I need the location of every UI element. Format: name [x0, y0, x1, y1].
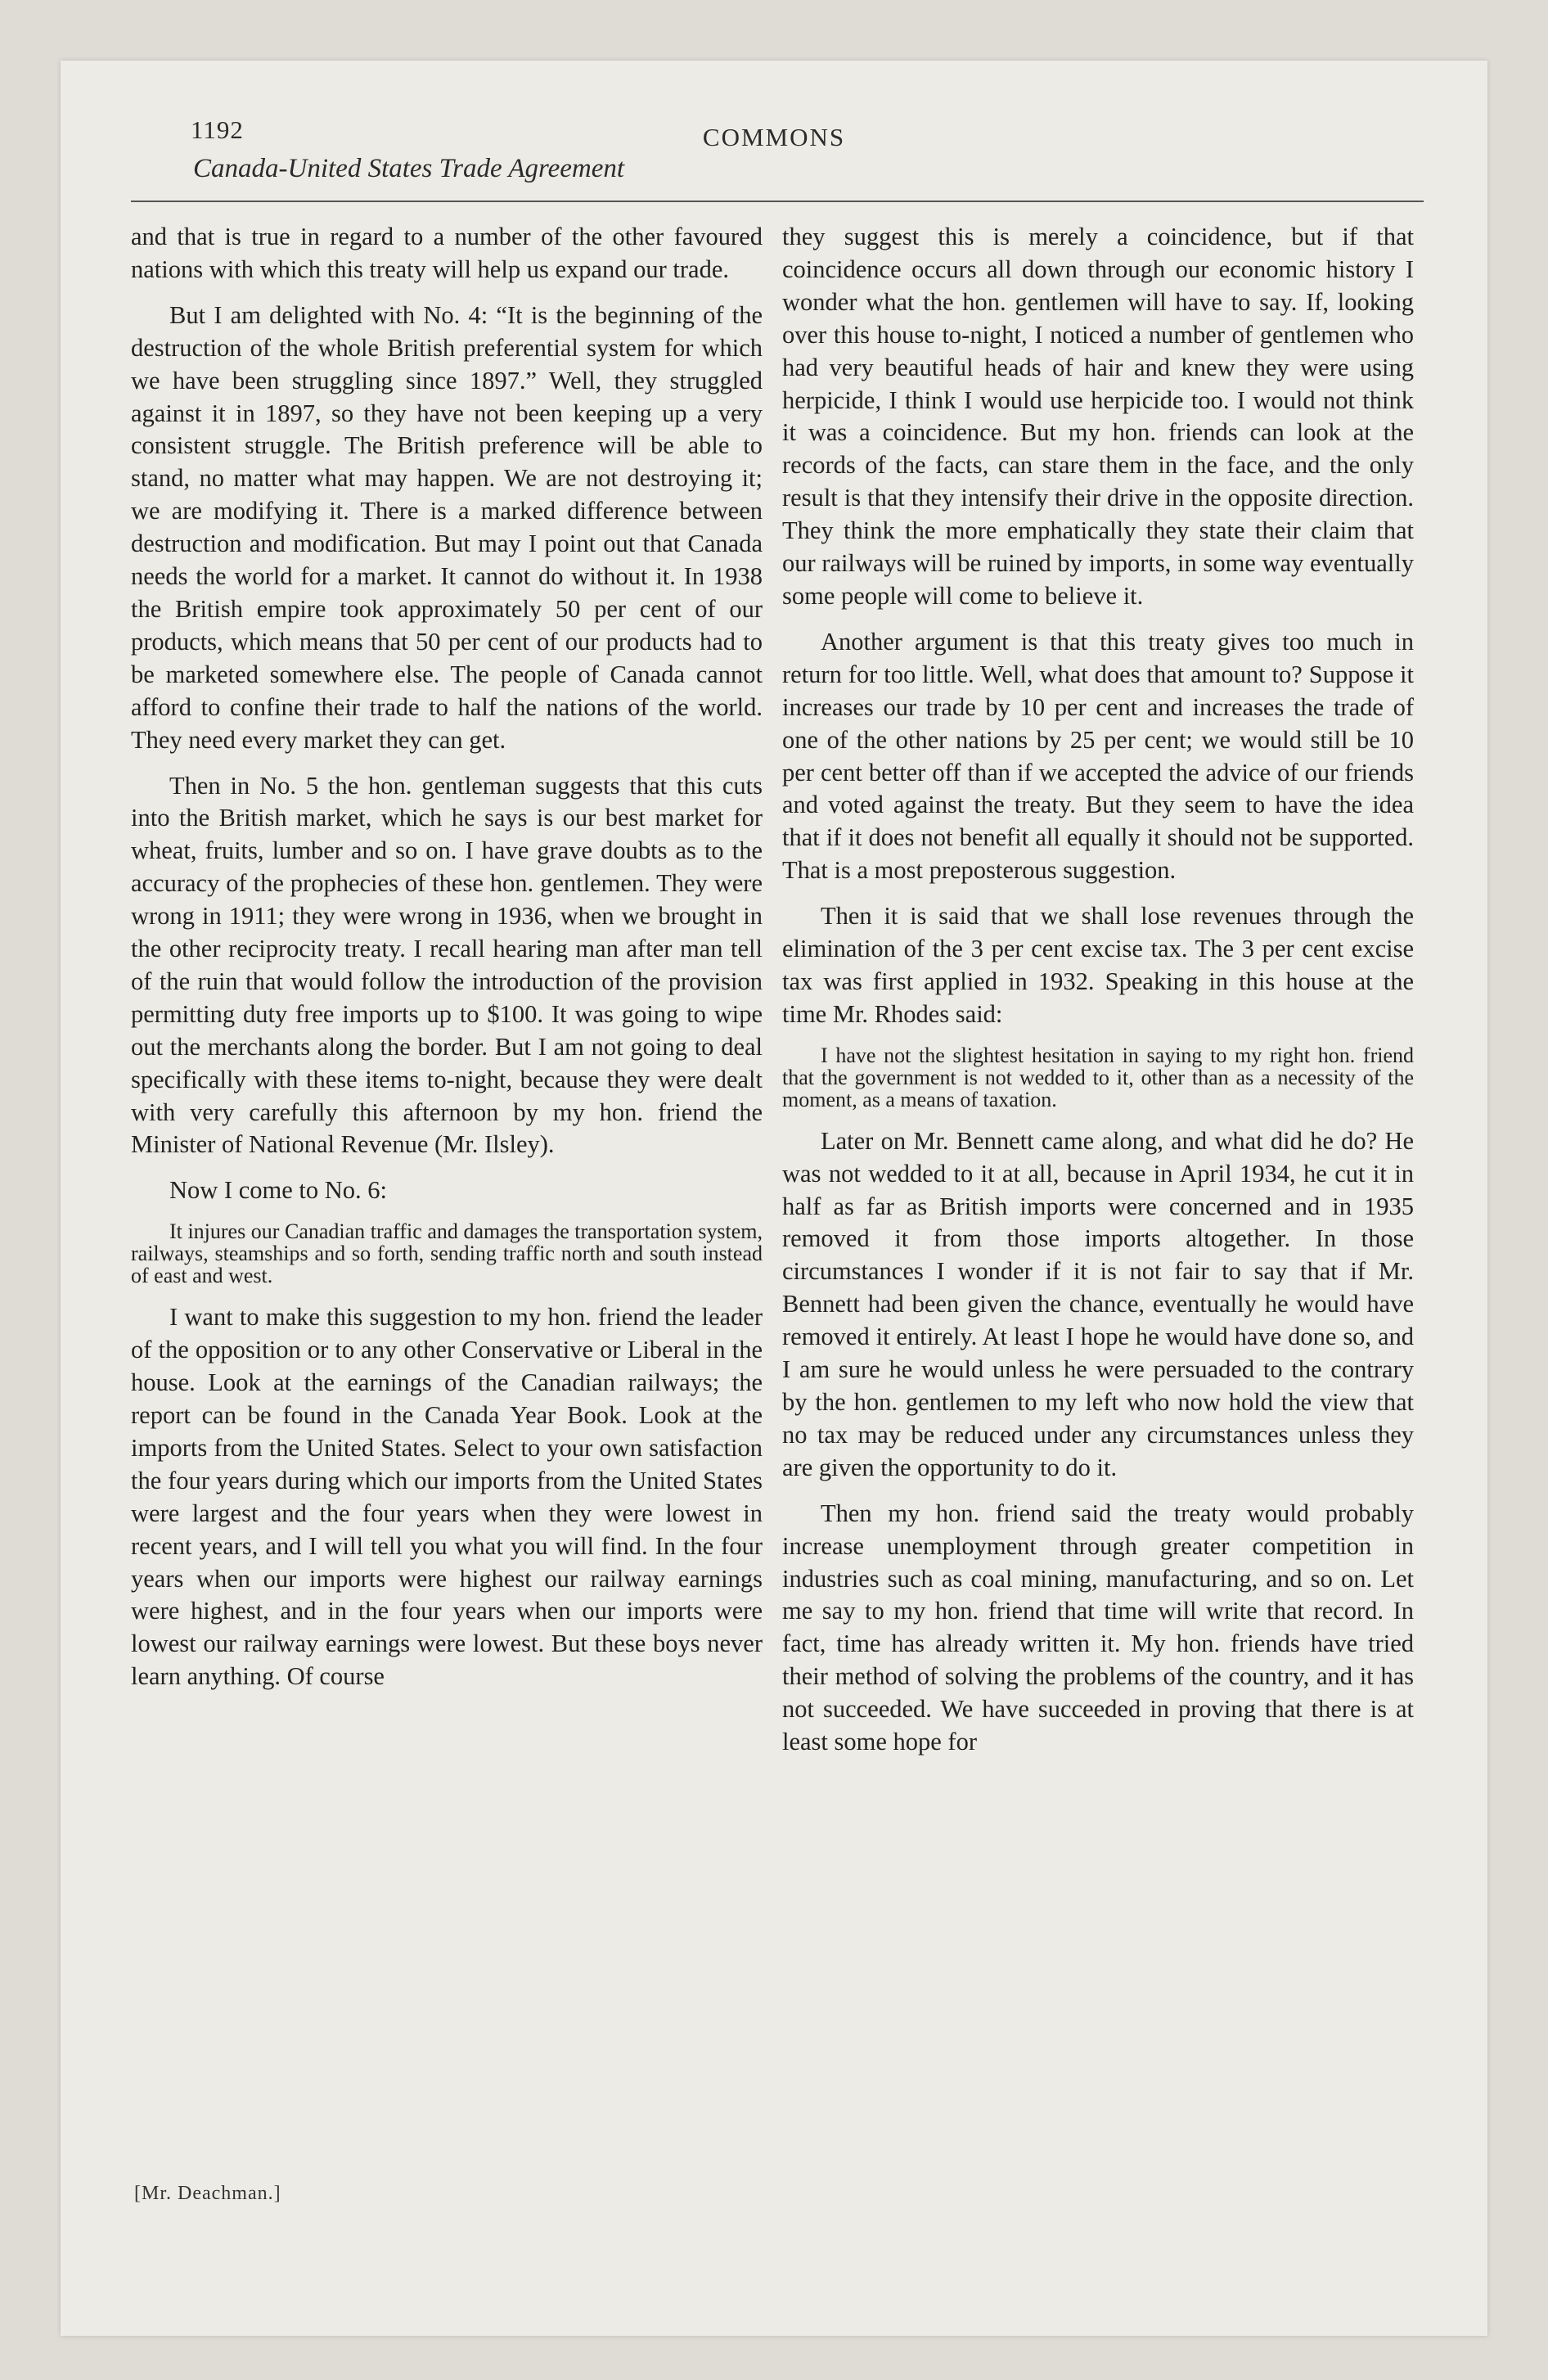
paragraph: Then in No. 5 the hon. gentleman suggests that this cuts into the British market, which he says is our best market for wheat, fruits, lumber and so on. I have grave doubts as to the accuracy of the prophecies of these hon. gentlemen. They were wrong in 1911; they were wrong in 1936, when we brought in the other reciprocity treaty. I recall hearing man after man tell of the ruin that would follow the introduction of the provision permitting duty free imports up to $100. It was going to wipe out the merchants along the border. But I am not going to deal specifically with these items to-night, because they were dealt with very carefully this afternoon by my hon. friend the Minister of National Revenue (Mr. Ilsley). [131, 771, 763, 1159]
paragraph: Then it is said that we shall lose revenues through the elimination of the 3 per cent excise tax. The 3 per cent excise tax was first applied in 1932. Speaking in this house at the time Mr. Rhodes said: [782, 902, 1414, 1028]
block-quote: I have not the slightest hesitation in saying to my right hon. friend that the government is not wedded to it, other than as a necessity of the moment, as a means of taxation. [782, 1043, 1414, 1111]
running-head: COMMONS [702, 123, 846, 151]
paragraph: Then my hon. friend said the treaty would probably increase unemployment through greater competition in industries such as coal mining, manufacturing, and so on. Let me say to my hon. friend that time will write that record. In fact, time has already written it. My hon. friends have tried their method of solving the problems of the country, and it has not succeeded. We have succeeded in proving that there is at least some hope for [782, 1499, 1414, 1756]
paragraph: Later on Mr. Bennett came along, and what did he do? He was not wedded to it at all, because in April 1934, he cut it in half as far as British imports were concerned and in 1935 removed it from those imports altogether. In those circumstances I wonder if it is not fair to say that if Mr. Bennett had been given the chance, eventually he would have removed it entirely. At least I hope he would have done so, and I am sure he would unless he were persuaded to the contrary by the hon. gentlemen to my left who now hold the view that no tax may be reduced under any circumstances unless they are given the opportunity to do it. [782, 1126, 1414, 1481]
subject-heading: Canada-United States Trade Agreement [193, 154, 625, 183]
paragraph: Another argument is that this treaty gives too much in return for too little. Well, what does that amount to? Suppose it increases our trade by 10 per cent and increases the trade of one of the other nations by 25 per cent; we would still be 10 per cent better off than if we accepted the advice of our friends and voted against the treaty. But they seem to have the idea that if it does not benefit all equally it should not be supported. That is a most preposterous suggestion. [782, 627, 1414, 885]
paragraph: they suggest this is merely a coincidence, but if that coincidence occurs all down through our economic history I wonder what the hon. gentlemen will have to say. If, looking over this house to-night, I noticed a number of gentlemen who had very beautiful heads of hair and knew they were using herpicide, I think I would use herpicide too. I would not think it was a coincidence. But my hon. friends can look at the records of the facts, can stare them in the face, and the only result is that they intensify their drive in the opposite direction. They think the more emphatically they state their claim that our railways will be ruined by imports, in some way eventually some people will come to believe it. [782, 223, 1414, 610]
left-column [131, 221, 763, 1706]
paragraph: Now I come to No. 6: [169, 1176, 387, 1205]
paragraph: and that is true in regard to a number of the other favoured nations with which this treaty will help us expand our trade. [131, 223, 763, 283]
header-rule [131, 201, 1424, 202]
speaker-note: [Mr. Deachman.] [134, 2183, 281, 2204]
paragraph: I want to make this suggestion to my hon. friend the leader of the opposition or to any other Conservative or Liberal in the house. Look at the earnings of the Canadian railways; the report can be found in the Canada Year Book. Look at the imports from the United States. Select to your own satisfaction the four years during which our imports from the United States were largest and the four years when they were lowest in recent years, and I will tell you what you will find. In the four years when our imports were highest our railway earnings were highest, and in the four years when our imports were lowest our railway earnings were lowest. But these boys never learn anything. Of course [131, 1303, 763, 1691]
page-number: 1192 [191, 115, 244, 144]
right-column [782, 221, 1414, 1772]
block-quote: It injures our Canadian traffic and damages the transportation system, railways, steamships and so forth, sending traffic north and south instead of east and west. [131, 1219, 763, 1288]
paragraph: But I am delighted with No. 4: “It is the beginning of the destruction of the whole British preferential system for which we have been struggling since 1897.” Well, they struggled against it in 1897, so they have not been keeping up a very consistent struggle. The British preference will be able to stand, no matter what may happen. We are not destroying it; we are modifying it. There is a marked difference between destruction and modification. But may I point out that Canada needs the world for a market. It cannot do without it. In 1938 the British empire took approximately 50 per cent of our products, which means that 50 per cent of our products had to be marketed somewhere else. The people of Canada cannot afford to confine their trade to half the nations of the world. They need every market they can get. [131, 300, 763, 754]
